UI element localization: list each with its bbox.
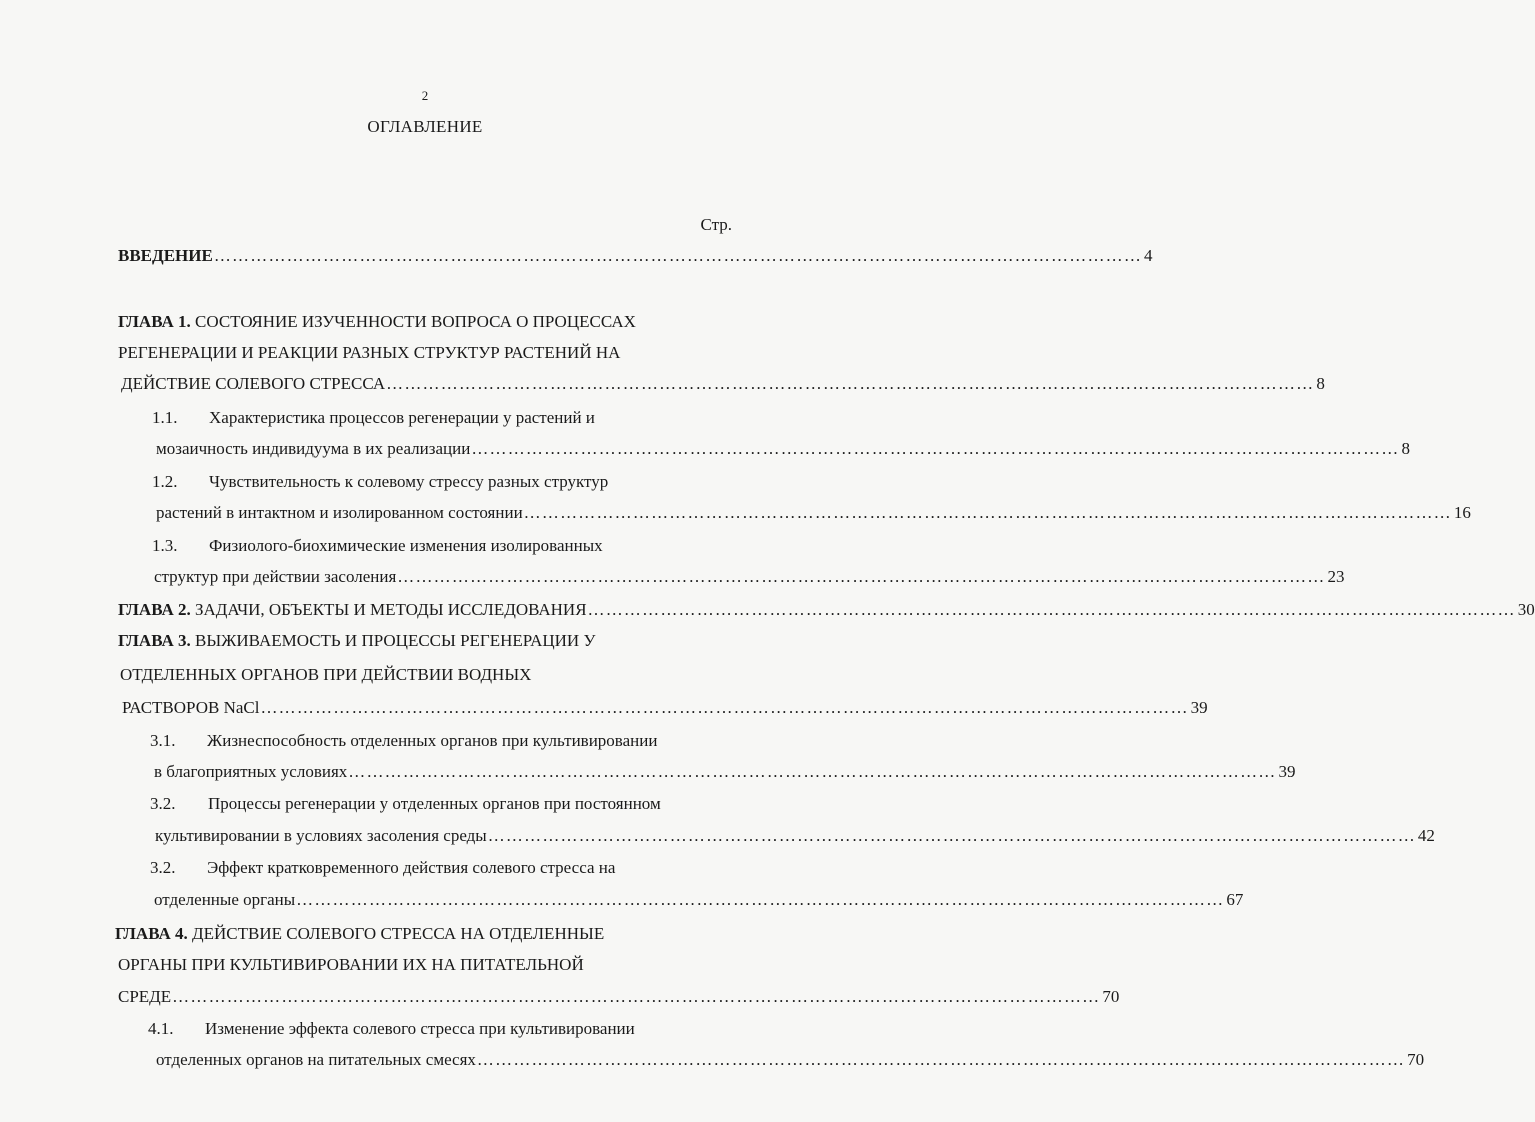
toc-page-number: 30 — [1517, 600, 1535, 619]
toc-entry-text — [118, 952, 584, 978]
entry-title: СОСТОЯНИЕ ИЗУЧЕННОСТИ ВОПРОСА О ПРОЦЕССАХ — [190, 312, 636, 331]
toc-line — [122, 695, 1208, 721]
dot-leader: ……………………………………………………………………………………………………………………………………… — [172, 987, 1101, 1006]
toc-page-number: 16 — [1453, 503, 1471, 522]
entry-title: ДЕЙСТВИЕ СОЛЕВОГО СТРЕССА — [121, 374, 386, 393]
entry-title: структур при действии засоления — [154, 567, 397, 586]
toc-line — [148, 1016, 635, 1042]
toc-entry-text — [150, 791, 661, 817]
toc-line — [156, 436, 1411, 462]
entry-title: ОРГАНЫ ПРИ КУЛЬТИВИРОВАНИИ ИХ НА ПИТАТЕЛЬНОЙ — [118, 955, 584, 974]
toc-line — [154, 887, 1244, 913]
entry-title: культивировании в условиях засоления среды — [155, 826, 487, 845]
dot-leader: ……………………………………………………………………………………………………………………………………… — [213, 246, 1143, 265]
toc-line — [150, 791, 661, 817]
toc-entry-text — [152, 533, 603, 559]
entry-title: отделенные органы — [154, 890, 296, 909]
toc-line — [121, 371, 1325, 397]
entry-title: ВЫЖИВАЕМОСТЬ И ПРОЦЕССЫ РЕГЕНЕРАЦИИ У — [190, 631, 596, 650]
toc-page-number: 70 — [1407, 1050, 1425, 1069]
dot-leader: ……………………………………………………………………………………………………………………………………… — [386, 374, 1315, 393]
dot-leader: ……………………………………………………………………………………………………………………………………… — [476, 1050, 1406, 1069]
entry-title: Изменение эффекта солевого стресса при культивировании — [205, 1019, 635, 1038]
page-column-label: Стр. — [700, 215, 732, 234]
dot-leader: ……………………………………………………………………………………………………………………………………… — [260, 698, 1189, 717]
toc-line — [152, 405, 595, 431]
toc-entry-text — [154, 564, 396, 590]
section-number: 4.1. — [148, 1019, 174, 1038]
toc-entry-text — [115, 921, 604, 947]
toc-line — [155, 823, 1435, 849]
toc-page-number: 67 — [1226, 890, 1244, 909]
toc-line — [118, 952, 584, 978]
toc-line — [120, 662, 531, 688]
toc-entry-text — [118, 984, 171, 1010]
toc-line — [118, 243, 1153, 269]
entry-title: в благоприятных условиях — [154, 762, 348, 781]
dot-leader: ……………………………………………………………………………………………………………………………………… — [487, 826, 1416, 845]
toc-entry-text — [156, 500, 523, 526]
toc-entry-text — [156, 436, 470, 462]
entry-title: отделенных органов на питательных смесях — [156, 1050, 476, 1069]
toc-line — [154, 759, 1296, 785]
toc-entry-text — [152, 469, 608, 495]
section-number: 1.3. — [152, 536, 178, 555]
toc-entry-text — [121, 371, 385, 397]
dot-leader: ……………………………………………………………………………………………………………………………………… — [348, 762, 1277, 781]
toc-entry-text — [118, 597, 587, 623]
toc-line — [118, 628, 595, 654]
toc-page-number: 42 — [1417, 826, 1435, 845]
entry-title: ОТДЕЛЕННЫХ ОРГАНОВ ПРИ ДЕЙСТВИИ ВОДНЫХ — [120, 665, 532, 684]
toc-entry-text — [118, 340, 620, 366]
toc-entry-text — [120, 662, 531, 688]
toc-page-number: 39 — [1278, 762, 1296, 781]
toc-page-number: 70 — [1102, 987, 1120, 1006]
toc-entry-text — [156, 1047, 476, 1073]
toc-entry-text — [118, 309, 636, 335]
toc-entry-text — [155, 823, 487, 849]
toc-entry-text — [154, 887, 295, 913]
toc-line — [156, 500, 1471, 526]
toc-line — [152, 469, 608, 495]
entry-title: РАСТВОРОВ NaCl — [122, 698, 260, 717]
entry-title: Физиолого-биохимические изменения изолированных — [209, 536, 603, 555]
dot-leader: ……………………………………………………………………………………………………………………………………… — [296, 890, 1225, 909]
page-number: 2 — [421, 88, 429, 103]
toc-line — [156, 1047, 1425, 1073]
section-number: 1.1. — [152, 408, 178, 427]
section-number: 1.2. — [152, 472, 178, 491]
toc-line — [118, 340, 620, 366]
toc-line — [118, 984, 1120, 1010]
entry-title: Характеристика процессов регенерации у растений и — [209, 408, 595, 427]
entry-title: мозаичность индивидуума в их реализации — [156, 439, 471, 458]
toc-entry-text — [122, 695, 259, 721]
entry-title: РЕГЕНЕРАЦИИ И РЕАКЦИИ РАЗНЫХ СТРУКТУР РАСТЕНИЙ НА — [118, 343, 621, 362]
page-title: ОГЛАВЛЕНИЕ — [367, 117, 483, 136]
toc-line — [118, 309, 636, 335]
entry-title: Эффект кратковременного действия солевого стресса на — [207, 858, 616, 877]
toc-entry-text — [154, 759, 347, 785]
toc-line — [115, 921, 604, 947]
dot-leader: ……………………………………………………………………………………………………………………………………… — [523, 503, 1452, 522]
toc-page-number: 4 — [1144, 246, 1153, 265]
toc-entry-text — [118, 243, 213, 269]
dot-leader: ……………………………………………………………………………………………………………………………………… — [471, 439, 1400, 458]
toc-entry-text — [148, 1016, 635, 1042]
entry-title: Процессы регенерации у отделенных органов при постоянном — [208, 794, 661, 813]
chapter-label: ГЛАВА 1. — [118, 312, 191, 331]
chapter-label: ГЛАВА 2. — [118, 600, 191, 619]
section-number: 3.2. — [150, 858, 176, 877]
toc-page-number: 8 — [1401, 439, 1411, 458]
toc-page-number: 8 — [1316, 374, 1325, 393]
chapter-label: ВВЕДЕНИЕ — [118, 246, 213, 265]
chapter-label: ГЛАВА 4. — [115, 924, 188, 943]
entry-title: ЗАДАЧИ, ОБЪЕКТЫ И МЕТОДЫ ИССЛЕДОВАНИЯ — [190, 600, 587, 619]
section-number: 3.2. — [150, 794, 176, 813]
dot-leader: ……………………………………………………………………………………………………………………………………… — [397, 567, 1326, 586]
entry-title: СРЕДЕ — [118, 987, 172, 1006]
toc-entry-text — [150, 855, 615, 881]
toc-entry-text — [118, 628, 595, 654]
toc-page-number: 23 — [1327, 567, 1345, 586]
section-number: 3.1. — [150, 731, 176, 750]
toc-line — [154, 564, 1345, 590]
toc-entry-text — [152, 405, 595, 431]
entry-title: Жизнеспособность отделенных органов при культивировании — [207, 731, 658, 750]
entry-title: Чувствительность к солевому стрессу разных структур — [209, 472, 609, 491]
toc-line — [118, 597, 1535, 623]
toc-line — [150, 728, 657, 754]
toc-entry-text — [150, 728, 657, 754]
dot-leader: ……………………………………………………………………………………………………………………………………… — [587, 600, 1516, 619]
toc-line — [150, 855, 615, 881]
chapter-label: ГЛАВА 3. — [118, 631, 191, 650]
entry-title: ДЕЙСТВИЕ СОЛЕВОГО СТРЕССА НА ОТДЕЛЕННЫЕ — [187, 924, 605, 943]
toc-page-number: 39 — [1190, 698, 1208, 717]
entry-title: растений в интактном и изолированном состоянии — [156, 503, 523, 522]
toc-line — [152, 533, 603, 559]
